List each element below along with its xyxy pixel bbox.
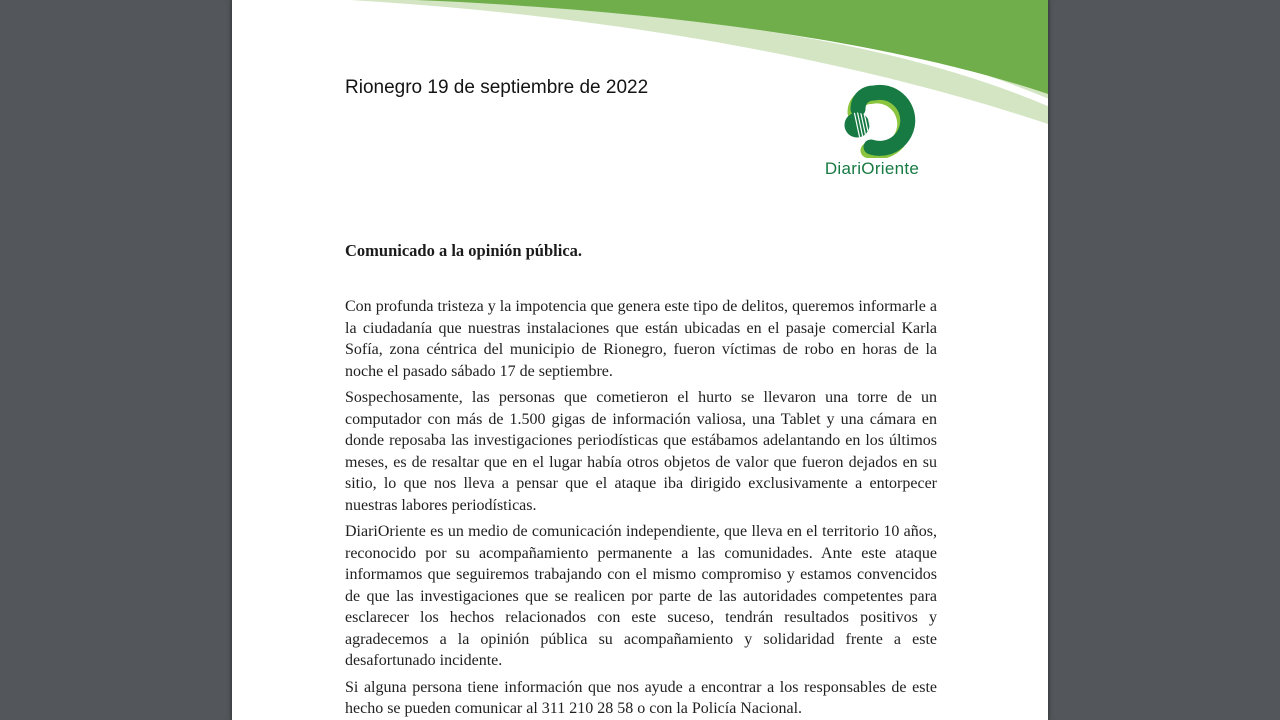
paragraph: Si alguna persona tiene información que nos ayude a encontrar a los responsables de este hecho se pueden comunicar al 311 210 28 58 o con la Policía Nacional.	[345, 678, 937, 717]
diarioriente-logo	[820, 84, 924, 179]
paragraph: Con profunda tristeza y la impotencia que genera este tipo de delitos, queremos informarle a la ciudadanía que nuestras instalaciones que están ubicadas en el pasaje comercial Karla Sofía, zona céntrica del municipio de Rionegro, fueron víctimas de robo en horas de la noche el pasado sábado 17 de septiembre.	[345, 298, 937, 380]
document-heading: Comunicado a la opinión pública.	[345, 241, 583, 260]
document-page	[232, 0, 1048, 720]
paragraph: Sospechosamente, las personas que cometieron el hurto se llevaron una torre de un computador con más de 1.500 gigas de información valiosa, una Tablet y una cámara en donde reposaba las investigaciones periodísticas que estábamos adelantando en los últimos meses, es de resaltar que en el lugar había otros objetos de valor que fueron dejados en su sitio, lo que nos lleva a pensar que el ataque iba dirigido exclusivamente a entorpecer nuestras labores periodísticas.	[345, 389, 937, 514]
date-line: Rionegro 19 de septiembre de 2022	[345, 77, 649, 98]
paragraph: DiariOriente es un medio de comunicación independiente, que lleva en el territorio 10 años, reconocido por su acompañamiento permanente a las comunidades. Ante este ataque informamos que seguiremos trabajando con el mismo compromiso y estamos convencidos de que las investigaciones que se realicen por parte de las autoridades competentes para esclarecer los hechos relacionados con este suceso, tendrán resultados positivos y agradecemos a la opinión pública su acompañamiento y solidaridad frente a este desafortunado incidente.	[345, 523, 937, 669]
logo-wordmark: DiariOriente	[824, 159, 920, 178]
document-body	[345, 296, 937, 720]
diarioriente-logo-icon	[844, 84, 920, 158]
